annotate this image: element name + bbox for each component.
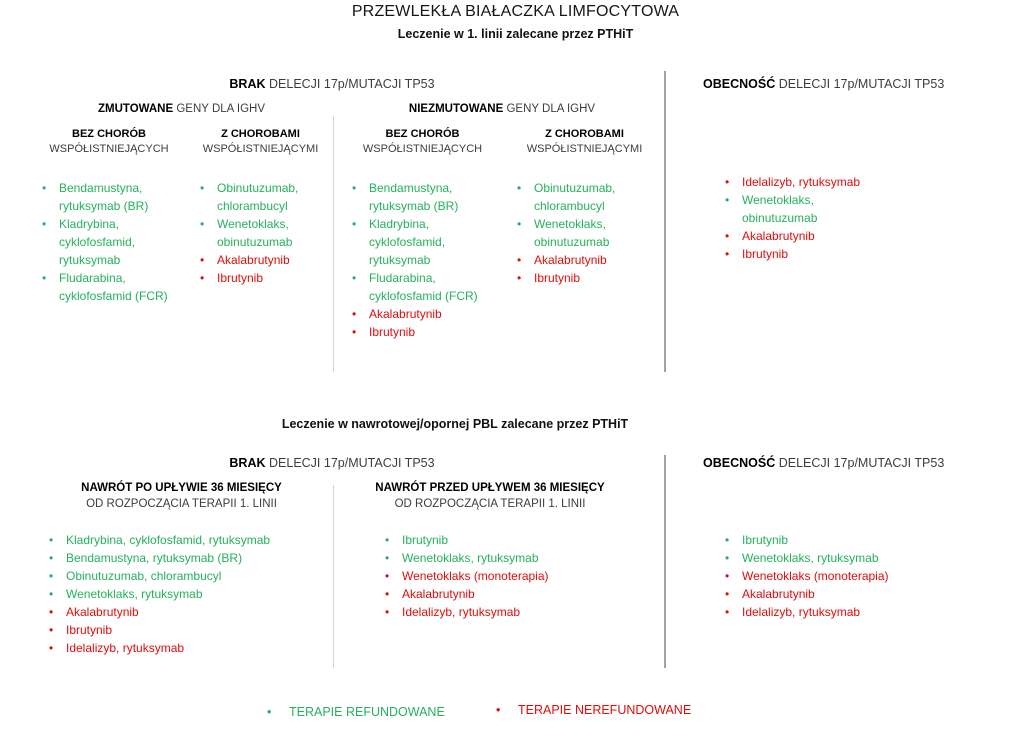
therapy-item bbox=[718, 549, 958, 567]
therapy-item bbox=[193, 251, 333, 269]
therapy-item bbox=[345, 305, 505, 323]
therapy-label: Idelalizyb, rytuksymab bbox=[742, 605, 861, 619]
therapy-item bbox=[42, 621, 333, 639]
column-header-line2: WSPÓŁISTNIEJĄCYCH bbox=[49, 142, 169, 155]
group-divider-line bbox=[333, 485, 334, 668]
therapy-label: Fludarabina, cyklofosfamid (FCR) bbox=[369, 271, 478, 304]
therapy-item bbox=[378, 531, 647, 549]
therapy-item bbox=[510, 179, 664, 215]
therapy-label: Idelalizyb, rytuksymab bbox=[742, 175, 861, 189]
therapy-item bbox=[193, 179, 333, 215]
s2-deletion-header bbox=[703, 456, 944, 470]
therapy-label: Ibrutynib bbox=[217, 271, 264, 286]
therapy-label: Bendamustyna, rytuksymab (BR) bbox=[369, 181, 459, 214]
header-bold-text: NIEZMUTOWANE bbox=[408, 103, 504, 115]
therapy-label: Idelalizyb, rytuksymab bbox=[66, 641, 185, 656]
therapy-label: Akalabrutynib bbox=[369, 307, 442, 322]
header-rest-text: DELECJI 17p/MUTACJI TP53 bbox=[778, 456, 945, 470]
therapy-item bbox=[718, 567, 958, 585]
therapy-list bbox=[188, 179, 333, 287]
legend-refunded bbox=[261, 705, 445, 719]
section-divider-line bbox=[664, 455, 666, 668]
therapy-item bbox=[35, 215, 188, 269]
s1-deletion-header bbox=[703, 77, 944, 91]
therapy-item bbox=[345, 215, 505, 269]
no-comorbidities-column bbox=[30, 127, 188, 305]
therapy-item bbox=[345, 323, 505, 341]
therapy-label: Kladrybina, cyklofosfamid, rytuksymab bbox=[369, 217, 446, 268]
therapy-label: Fludarabina, cyklofosfamid (FCR) bbox=[59, 271, 168, 304]
therapy-item bbox=[378, 603, 647, 621]
therapy-list bbox=[718, 531, 958, 621]
therapy-item bbox=[378, 585, 647, 603]
therapy-list bbox=[30, 179, 188, 305]
therapy-label: Akalabrutynib bbox=[66, 605, 139, 620]
therapy-label: Obinutuzumab, chlorambucyl bbox=[217, 181, 299, 214]
page-title: PRZEWLEKŁA BIAŁACZKA LIMFOCYTOWA bbox=[351, 3, 680, 20]
therapy-label: Wenetoklaks, rytuksymab bbox=[742, 551, 879, 565]
therapy-label: Ibrutynib bbox=[742, 533, 789, 547]
therapy-item bbox=[193, 269, 333, 287]
no-comorbidities-column bbox=[340, 127, 505, 341]
header-rest-text: GENY DLA IGHV bbox=[176, 103, 265, 115]
header-bold-text: BRAK bbox=[229, 77, 266, 91]
column-header-line1: BEZ CHORÓB bbox=[72, 128, 146, 140]
therapy-list bbox=[340, 179, 505, 341]
therapy-label: Ibrutynib bbox=[369, 325, 416, 340]
relapse-before-36-months-column bbox=[333, 481, 647, 657]
therapy-item bbox=[718, 191, 878, 227]
therapy-item bbox=[42, 549, 333, 567]
therapy-item bbox=[718, 585, 958, 603]
with-comorbidities-column bbox=[505, 127, 664, 341]
ighv-unmutated-header bbox=[340, 103, 664, 115]
column-header-line1: Z CHOROBAMI bbox=[221, 128, 300, 140]
therapy-item bbox=[42, 567, 333, 585]
with-comorbidities-column bbox=[188, 127, 333, 305]
column-header-line2: OD ROZPOCZĄCIA TERAPII 1. LINII bbox=[86, 497, 277, 510]
therapy-item bbox=[345, 179, 505, 215]
header-bold-text: OBECNOŚĆ bbox=[703, 77, 776, 91]
therapy-item bbox=[718, 245, 878, 263]
therapy-item bbox=[510, 215, 664, 251]
legend-not-refunded bbox=[490, 703, 691, 717]
column-header-line2: WSPÓŁISTNIEJĄCYMI bbox=[202, 142, 319, 155]
therapy-label: Obinutuzumab, chlorambucyl bbox=[534, 181, 616, 214]
ighv-mutated-group bbox=[30, 103, 333, 305]
therapy-item bbox=[510, 269, 664, 287]
column-header bbox=[30, 127, 188, 156]
therapy-item bbox=[42, 603, 333, 621]
header-rest-text: DELECJI 17p/MUTACJI TP53 bbox=[269, 77, 435, 91]
header-rest-text: DELECJI 17p/MUTACJI TP53 bbox=[269, 456, 435, 470]
therapy-list bbox=[505, 179, 664, 287]
column-header bbox=[340, 127, 505, 156]
s2-no-deletion-header bbox=[30, 456, 634, 470]
therapy-item bbox=[718, 173, 878, 191]
relapse-columns bbox=[30, 481, 647, 657]
column-header-line1: NAWRÓT PRZED UPŁYWEM 36 MIESIĘCY bbox=[375, 482, 605, 494]
header-bold-text: ZMUTOWANE bbox=[97, 103, 174, 115]
relapse-after-36-months-column bbox=[30, 481, 333, 657]
therapy-item bbox=[35, 269, 188, 305]
section-divider-line bbox=[664, 71, 666, 372]
therapy-label: Kladrybina, cyklofosfamid, rytuksymab bbox=[66, 533, 271, 548]
therapy-item bbox=[42, 585, 333, 603]
therapy-label: Kladrybina, cyklofosfamid, rytuksymab bbox=[59, 217, 136, 268]
therapy-label: Wenetoklaks, rytuksymab bbox=[66, 587, 203, 602]
therapy-label: Bendamustyna, rytuksymab (BR) bbox=[66, 551, 243, 566]
therapy-label: Wenetoklaks, obinutuzumab bbox=[217, 217, 293, 250]
column-header-line1: NAWRÓT PO UPŁYWIE 36 MIESIĘCY bbox=[81, 482, 282, 494]
column-header bbox=[505, 127, 664, 156]
therapy-label: Bendamustyna, rytuksymab (BR) bbox=[59, 181, 149, 214]
therapy-item bbox=[510, 251, 664, 269]
therapy-label: Wenetoklaks, rytuksymab bbox=[402, 551, 539, 566]
column-header-line1: Z CHOROBAMI bbox=[545, 128, 624, 140]
therapy-item bbox=[718, 531, 958, 549]
therapy-item bbox=[718, 603, 958, 621]
therapy-list bbox=[718, 173, 878, 263]
therapy-list bbox=[30, 531, 333, 657]
therapy-label: Obinutuzumab, chlorambucyl bbox=[66, 569, 222, 584]
therapy-label: Akalabrutynib bbox=[402, 587, 475, 602]
therapy-list bbox=[333, 531, 647, 621]
ighv-mutated-header bbox=[30, 103, 333, 115]
therapy-item bbox=[718, 227, 878, 245]
therapy-label: Wenetoklaks, obinutuzumab bbox=[534, 217, 610, 250]
column-header-line2: WSPÓŁISTNIEJĄCYCH bbox=[362, 142, 483, 155]
legend-refunded-label: TERAPIE REFUNDOWANE bbox=[289, 705, 445, 719]
column-header-line1: BEZ CHORÓB bbox=[385, 128, 460, 140]
therapy-label: Ibrutynib bbox=[402, 533, 449, 548]
therapy-item bbox=[378, 549, 647, 567]
therapy-label: Wenetoklaks (monoterapia) bbox=[402, 569, 549, 584]
therapy-item bbox=[42, 531, 333, 549]
group-divider-line bbox=[333, 116, 334, 372]
therapy-label: Akalabrutynib bbox=[742, 229, 815, 243]
therapy-label: Akalabrutynib bbox=[742, 587, 815, 601]
therapy-item bbox=[42, 639, 333, 657]
header-rest-text: GENY DLA IGHV bbox=[506, 103, 596, 115]
relapsed-subtitle: Leczenie w nawrotowej/opornej PBL zalecane przez PTHiT bbox=[281, 417, 629, 431]
therapy-item bbox=[345, 269, 505, 305]
therapy-label: Akalabrutynib bbox=[534, 253, 607, 268]
legend-not-refunded-label: TERAPIE NEREFUNDOWANE bbox=[518, 703, 692, 717]
column-header-line2: OD ROZPOCZĄCIA TERAPII 1. LINII bbox=[394, 497, 586, 510]
ighv-unmutated-group bbox=[340, 103, 664, 341]
therapy-label: Ibrutynib bbox=[66, 623, 113, 638]
therapy-label: Wenetoklaks (monoterapia) bbox=[742, 569, 889, 583]
therapy-label: Ibrutynib bbox=[742, 247, 789, 261]
therapy-label: Idelalizyb, rytuksymab bbox=[402, 605, 521, 620]
therapy-item bbox=[378, 567, 647, 585]
s1-no-deletion-header bbox=[30, 77, 634, 91]
column-header bbox=[333, 481, 647, 512]
therapy-label: Wenetoklaks, obinutuzumab bbox=[742, 193, 818, 225]
therapy-item bbox=[35, 179, 188, 215]
therapy-label: Ibrutynib bbox=[534, 271, 581, 286]
header-bold-text: OBECNOŚĆ bbox=[703, 456, 776, 470]
header-bold-text: BRAK bbox=[229, 456, 266, 470]
therapy-item bbox=[193, 215, 333, 251]
column-header bbox=[30, 481, 333, 512]
header-rest-text: DELECJI 17p/MUTACJI TP53 bbox=[778, 77, 945, 91]
column-header bbox=[188, 127, 333, 156]
first-line-subtitle: Leczenie w 1. linii zalecane przez PTHiT bbox=[397, 27, 634, 41]
column-header-line2: WSPÓŁISTNIEJĄCYMI bbox=[526, 142, 643, 155]
therapy-label: Akalabrutynib bbox=[217, 253, 290, 268]
